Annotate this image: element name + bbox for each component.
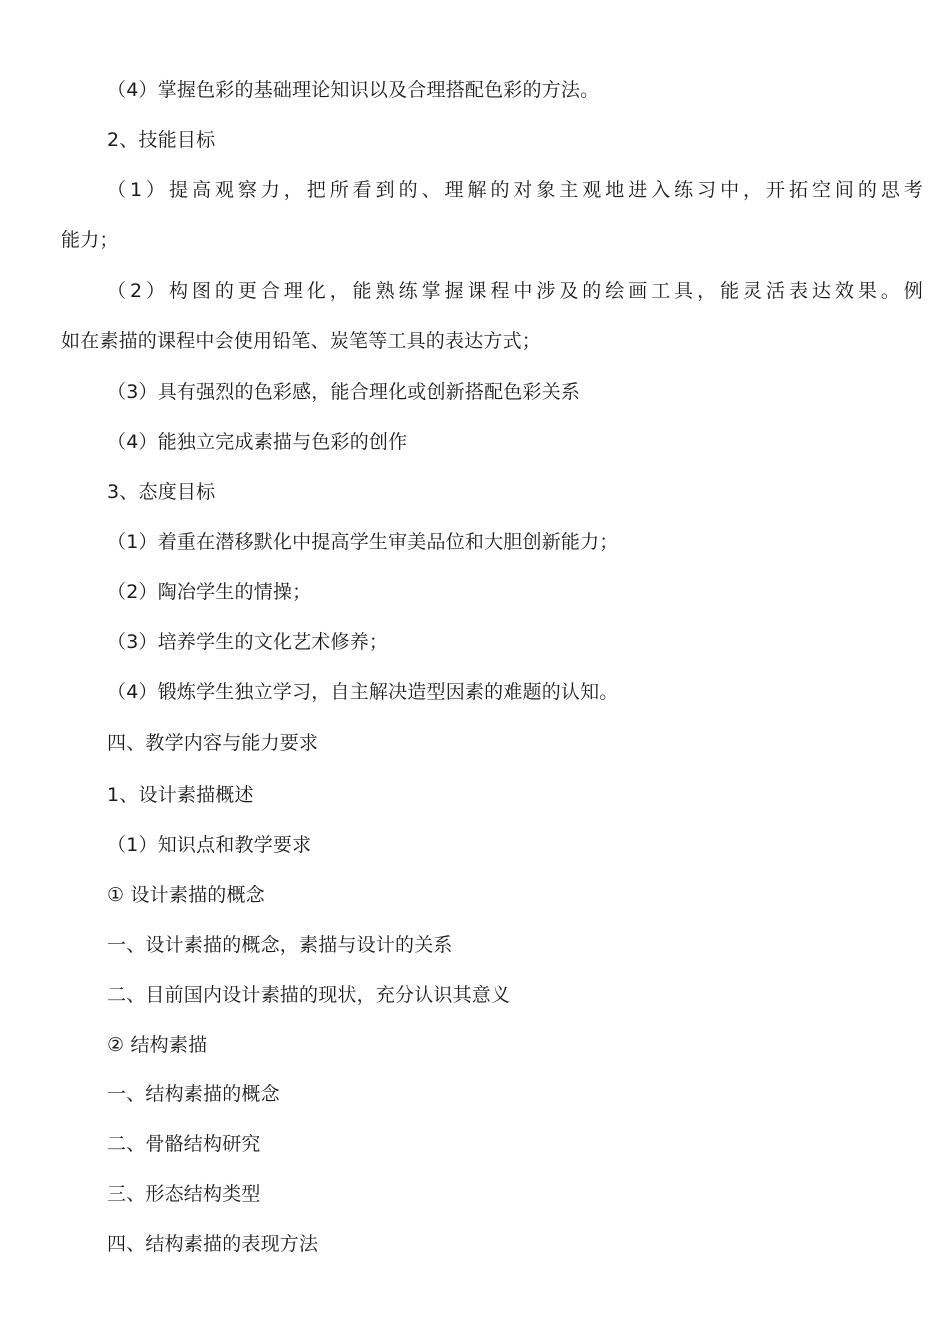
paragraph-text: （2）构图的更合理化，能熟练掌握课程中涉及的绘画工具，能灵活表达效果。例: [107, 280, 923, 302]
list-item: 一、设计素描的概念，素描与设计的关系: [107, 934, 453, 956]
paragraph-line: （2）陶冶学生的情操；: [107, 581, 312, 603]
paragraph-line: （3）具有强烈的色彩感，能合理化或创新搭配色彩关系: [107, 381, 581, 403]
paragraph-line: 如在素描的课程中会使用铅笔、炭笔等工具的表达方式；: [61, 330, 542, 352]
section-heading: 1、设计素描概述: [107, 784, 254, 806]
paragraph-line: （1）知识点和教学要求: [107, 834, 312, 856]
paragraph-line: （4）锻炼学生独立学习，自主解决造型因素的难题的认知。: [107, 681, 619, 703]
paragraph-line: [0, 178, 950, 202]
list-item: 二、骨骼结构研究: [107, 1133, 261, 1155]
list-item: 一、结构素描的概念: [107, 1083, 280, 1105]
paragraph-line: （4）能独立完成素描与色彩的创作: [107, 431, 408, 453]
section-heading: 3、态度目标: [107, 481, 216, 503]
list-item: 四、结构素描的表现方法: [107, 1233, 319, 1255]
paragraph-text: （1）提高观察力，把所看到的、理解的对象主观地进入练习中，开拓空间的思考: [107, 179, 923, 201]
list-item: ② 结构素描: [107, 1034, 208, 1056]
paragraph-line: （3）培养学生的文化艺术修养；: [107, 631, 389, 653]
list-item: 三、形态结构类型: [107, 1183, 261, 1205]
list-item: ① 设计素描的概念: [107, 884, 265, 906]
paragraph-line: （4）掌握色彩的基础理论知识以及合理搭配色彩的方法。: [107, 79, 600, 101]
list-item: 二、目前国内设计素描的现状，充分认识其意义: [107, 984, 511, 1006]
section-heading: 2、技能目标: [107, 129, 216, 151]
section-heading: 四、教学内容与能力要求: [107, 732, 319, 754]
paragraph-line: 能力；: [61, 229, 119, 251]
paragraph-line: [0, 279, 950, 303]
paragraph-line: （1）着重在潜移默化中提高学生审美品位和大胆创新能力；: [107, 531, 619, 553]
